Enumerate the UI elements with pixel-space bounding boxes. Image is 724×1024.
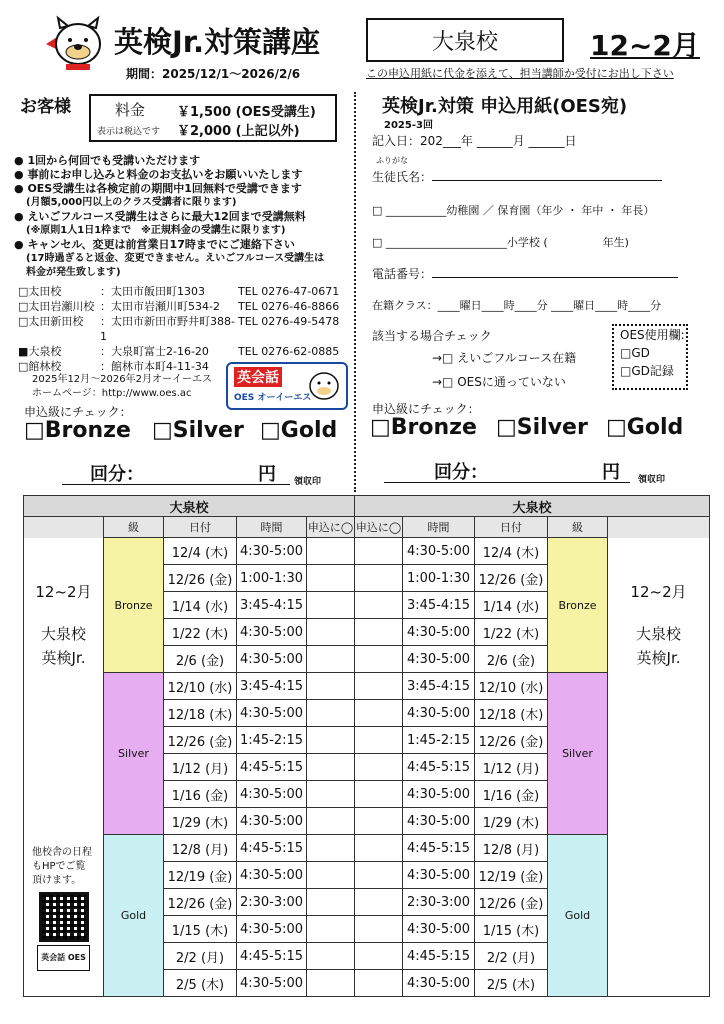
oes-use-label: OES使用欄: — [620, 328, 685, 342]
time-cell: 1:45-2:15 — [403, 727, 475, 754]
left-payment-line — [62, 462, 290, 485]
check-not-oes[interactable]: →□ OESに通っていない — [432, 375, 566, 389]
cut-line — [354, 92, 356, 492]
side-school-right: 大泉校 — [636, 624, 682, 643]
phone-label: 電話番号： — [372, 267, 433, 281]
student-name-field[interactable] — [432, 180, 662, 181]
grade-cell-left: Gold — [104, 835, 164, 997]
school-row: □太田岩瀬川校 ：太田市岩瀬川町534-2 TEL 0276-46-8866 — [18, 300, 340, 313]
time-cell: 3:45-4:15 — [237, 673, 307, 700]
time-cell: 1:00-1:30 — [237, 565, 307, 592]
date-cell: 1/14 (水) — [164, 592, 237, 619]
time-cell: 4:30-5:00 — [237, 916, 307, 943]
school-row: □太田新田校 ：太田市新田市野井町388-1 TEL 0276-49-5478 — [18, 315, 340, 343]
time-cell: 4:45-5:15 — [403, 835, 475, 862]
apply-cell-right[interactable] — [355, 889, 403, 916]
date-cell: 12/8 (月) — [164, 835, 237, 862]
date-cell: 12/8 (月) — [475, 835, 548, 862]
time-cell: 4:30-5:00 — [237, 808, 307, 835]
date-cell: 12/18 (木) — [164, 700, 237, 727]
footer-period: 2025年12月〜2026年2月オーイーエス — [32, 374, 212, 385]
apply-cell-left[interactable] — [307, 781, 355, 808]
oes-logo-sub: OES オーイーエス — [234, 393, 312, 403]
info-bullets — [14, 154, 350, 280]
apply-cell-right[interactable] — [355, 538, 403, 565]
date-cell: 2/2 (月) — [475, 943, 548, 970]
bullet-5: ● キャンセル、変更は前営業日17時までにご連絡下さい — [14, 238, 295, 251]
customer-label: お客様 — [20, 97, 71, 117]
date-cell: 2/5 (木) — [475, 970, 548, 997]
time-cell: 1:00-1:30 — [403, 565, 475, 592]
left-check-label: 申込級にチェック： — [24, 405, 132, 419]
date-line[interactable]: 記入日：202___年 ______月 ______日 — [372, 134, 577, 148]
apply-cell-left[interactable] — [307, 835, 355, 862]
date-cell: 1/12 (月) — [475, 754, 548, 781]
date-cell: 12/26 (金) — [164, 889, 237, 916]
left-grade-silver[interactable]: □Silver — [152, 418, 244, 443]
right-grade-silver[interactable]: □Silver — [496, 415, 588, 440]
date-cell: 2/6 (金) — [475, 646, 548, 673]
form-round: 2025-3回 — [384, 120, 433, 131]
time-cell: 4:30-5:00 — [403, 808, 475, 835]
schedule-table — [23, 495, 710, 997]
qr-label: 英会話 OES — [37, 945, 90, 971]
apply-cell-right[interactable] — [355, 943, 403, 970]
apply-cell-left[interactable] — [307, 592, 355, 619]
qr-code-icon[interactable] — [39, 892, 89, 942]
date-cell: 1/29 (木) — [164, 808, 237, 835]
col-apply-left: 申込に◯ — [307, 517, 355, 538]
date-cell: 1/22 (木) — [475, 619, 548, 646]
time-cell: 4:45-5:15 — [237, 754, 307, 781]
date-cell: 2/6 (金) — [164, 646, 237, 673]
col-grade-right: 級 — [548, 517, 608, 538]
page-title: 英検Jr.対策講座 — [114, 25, 320, 59]
side-note: 他校舎の日程もHPでご覧頂けます。 — [32, 846, 92, 886]
period: 期間：2025/12/1〜2026/2/6 — [126, 67, 301, 81]
table-row — [24, 673, 710, 700]
apply-cell-right[interactable] — [355, 835, 403, 862]
apply-cell-right[interactable] — [355, 592, 403, 619]
fee-tax: 表示は税込です — [97, 127, 161, 137]
apply-cell-right[interactable] — [355, 862, 403, 889]
footer-url: ホームページ：http://www.oes.ac — [32, 388, 192, 399]
date-cell: 12/4 (木) — [164, 538, 237, 565]
right-yen: 円 — [602, 462, 620, 483]
apply-cell-right[interactable] — [355, 727, 403, 754]
table-school-right: 大泉校 — [355, 496, 710, 517]
grade-cell-left: Silver — [104, 673, 164, 835]
apply-cell-right[interactable] — [355, 916, 403, 943]
apply-cell-left[interactable] — [307, 970, 355, 997]
class-line[interactable]: 在籍クラス：____曜日____時____分 ____曜日____時____分 — [372, 299, 662, 312]
bullet-5-note2: 料金が発生致します) — [26, 267, 121, 278]
apply-cell-left[interactable] — [307, 862, 355, 889]
table-school-left: 大泉校 — [24, 496, 355, 517]
right-grade-bronze[interactable]: □Bronze — [370, 415, 477, 440]
col-time-left: 時間 — [237, 517, 307, 538]
date-cell: 2/2 (月) — [164, 943, 237, 970]
apply-cell-right[interactable] — [355, 970, 403, 997]
gd-record-check[interactable]: □GD記録 — [620, 364, 674, 378]
date-cell: 12/26 (金) — [475, 889, 548, 916]
time-cell: 4:30-5:00 — [237, 862, 307, 889]
phone-field[interactable] — [432, 277, 678, 278]
time-cell: 2:30-3:00 — [403, 889, 475, 916]
side-eiken-right: 英検Jr. — [636, 648, 681, 667]
side-eiken-left: 英検Jr. — [41, 648, 86, 667]
fee-box — [89, 94, 337, 142]
apply-cell-left[interactable] — [307, 754, 355, 781]
time-cell: 3:45-4:15 — [237, 592, 307, 619]
date-cell: 12/10 (水) — [164, 673, 237, 700]
submit-note: この申込用紙に代金を添えて、担当講師か受付にお出し下さい — [366, 67, 674, 80]
date-cell: 1/29 (木) — [475, 808, 548, 835]
apply-cell-right[interactable] — [355, 700, 403, 727]
school-box-text: 大泉校 — [431, 29, 498, 55]
date-cell: 12/26 (金) — [164, 727, 237, 754]
time-cell: 4:45-5:15 — [237, 835, 307, 862]
apply-cell-right[interactable] — [355, 754, 403, 781]
date-cell: 1/15 (木) — [164, 916, 237, 943]
fee-oes: ￥1,500 (OES受講生) — [177, 105, 316, 120]
date-cell: 1/14 (水) — [475, 592, 548, 619]
time-cell: 4:30-5:00 — [403, 781, 475, 808]
time-cell: 4:30-5:00 — [403, 538, 475, 565]
school-row: ■大泉校 ：大泉町富士2-16-20 TEL 0276-62-0885 — [18, 345, 340, 358]
date-cell: 2/5 (木) — [164, 970, 237, 997]
apply-cell-left[interactable] — [307, 700, 355, 727]
side-label-right — [608, 538, 710, 997]
apply-cell-right[interactable] — [355, 673, 403, 700]
bullet-3: ● OES受講生は各検定前の期間中1回無料で受講できます — [14, 182, 302, 195]
bullet-5-note: (17時過ぎると返金、変更できません。えいごフルコース受講生は — [26, 253, 325, 264]
furigana: ふりがな — [376, 156, 408, 165]
col-apply-right: 申込に◯ — [355, 517, 403, 538]
gd-check[interactable]: □GD — [620, 346, 650, 360]
col-date-left: 日付 — [164, 517, 237, 538]
apply-cell-left[interactable] — [307, 619, 355, 646]
apply-cell-left[interactable] — [307, 646, 355, 673]
time-cell: 2:30-3:00 — [237, 889, 307, 916]
date-cell: 12/26 (金) — [164, 565, 237, 592]
grade-cell-left: Bronze — [104, 538, 164, 673]
bullet-1: ● 1回から何回でも受講いただけます — [14, 154, 201, 167]
school-list — [18, 284, 354, 374]
table-row — [24, 835, 710, 862]
side-months-right: 12~2月 — [630, 582, 687, 601]
col-grade-left: 級 — [104, 517, 164, 538]
student-name-label: 生徒氏名： — [372, 170, 433, 184]
bullet-2: ● 事前にお申し込みと料金のお支払いをお願いいたします — [14, 168, 303, 181]
fee-other: ￥2,000 (上記以外) — [177, 124, 300, 139]
right-check-label: 申込級にチェック： — [372, 402, 480, 416]
date-cell: 12/18 (木) — [475, 700, 548, 727]
time-cell: 3:45-4:15 — [403, 673, 475, 700]
side-months-left: 12~2月 — [35, 582, 92, 601]
check-title: 該当する場合チェック — [372, 329, 492, 343]
left-yen: 円 — [258, 464, 276, 485]
bullet-3-note: (月額5,000円以上のクラス受講者に限ります) — [26, 197, 237, 208]
date-cell: 1/12 (月) — [164, 754, 237, 781]
oes-use-box — [612, 324, 688, 390]
kindergarten-line[interactable]: □ ___________幼稚園 ／ 保育園（年少 ・ 年中 ・ 年長） — [372, 204, 655, 217]
apply-cell-left[interactable] — [307, 565, 355, 592]
side-school-left: 大泉校 — [40, 624, 86, 643]
apply-cell-right[interactable] — [355, 619, 403, 646]
date-cell: 12/26 (金) — [475, 727, 548, 754]
table-row — [24, 538, 710, 565]
apply-cell-left[interactable] — [307, 808, 355, 835]
right-grade-gold[interactable]: □Gold — [606, 415, 684, 440]
date-cell: 1/15 (木) — [475, 916, 548, 943]
time-cell: 4:30-5:00 — [237, 700, 307, 727]
time-cell: 4:30-5:00 — [237, 970, 307, 997]
date-cell: 1/16 (金) — [475, 781, 548, 808]
date-cell: 1/22 (木) — [164, 619, 237, 646]
time-cell: 4:30-5:00 — [403, 700, 475, 727]
elementary-line[interactable]: □ ______________________小学校 ( 年生) — [372, 236, 629, 249]
apply-cell-left[interactable] — [307, 916, 355, 943]
date-cell: 1/16 (金) — [164, 781, 237, 808]
date-cell: 12/10 (水) — [475, 673, 548, 700]
apply-cell-right[interactable] — [355, 808, 403, 835]
time-cell: 4:45-5:15 — [403, 943, 475, 970]
apply-cell-left[interactable] — [307, 727, 355, 754]
right-receipt: 領収印 — [638, 475, 666, 485]
right-count-label: 回分： — [434, 462, 488, 483]
time-cell: 4:30-5:00 — [237, 781, 307, 808]
table-header-cols — [24, 517, 710, 538]
school-row: □館林校 ：館林市本町4-11-34 — [18, 360, 209, 373]
date-cell: 12/4 (木) — [475, 538, 548, 565]
apply-cell-right[interactable] — [355, 781, 403, 808]
time-cell: 4:30-5:00 — [237, 646, 307, 673]
date-cell: 12/19 (金) — [475, 862, 548, 889]
fee-label: 料金 — [115, 101, 146, 119]
apply-cell-left[interactable] — [307, 943, 355, 970]
date-cell: 12/26 (金) — [475, 565, 548, 592]
left-grade-gold[interactable]: □Gold — [260, 418, 338, 443]
oes-logo — [226, 362, 348, 410]
apply-cell-left[interactable] — [307, 889, 355, 916]
school-row: □太田校 ：太田市飯田町1303 TEL 0276-47-0671 — [18, 285, 340, 298]
bullet-4: ● えいごフルコース受講生はさらに最大12回まで受講無料 — [14, 210, 306, 223]
apply-cell-left[interactable] — [307, 673, 355, 700]
form-title: 英検Jr.対策 申込用紙(OES宛) — [382, 96, 628, 117]
table-header-school — [24, 496, 710, 517]
months: 12~2月 — [590, 29, 700, 62]
time-cell: 4:30-5:00 — [403, 862, 475, 889]
left-receipt: 領収印 — [294, 477, 322, 487]
time-cell: 4:30-5:00 — [403, 916, 475, 943]
time-cell: 4:30-5:00 — [403, 646, 475, 673]
col-date-right: 日付 — [475, 517, 548, 538]
check-fullcourse[interactable]: →□ えいごフルコース在籍 — [432, 351, 577, 365]
time-cell: 3:45-4:15 — [403, 592, 475, 619]
time-cell: 1:45-2:15 — [237, 727, 307, 754]
oes-logo-text: 英会話 — [234, 367, 282, 387]
side-label-left — [24, 538, 104, 997]
time-cell: 4:30-5:00 — [237, 538, 307, 565]
date-cell: 12/19 (金) — [164, 862, 237, 889]
apply-cell-right[interactable] — [355, 565, 403, 592]
mascot-logo — [40, 14, 106, 74]
bullet-4-note: (※原則1人1日1枠まで ※正規料金の受講生に限ります) — [26, 225, 286, 236]
grade-cell-right: Silver — [548, 673, 608, 835]
school-box — [366, 18, 564, 62]
apply-cell-left[interactable] — [307, 538, 355, 565]
time-cell: 4:30-5:00 — [403, 619, 475, 646]
time-cell: 4:30-5:00 — [237, 619, 307, 646]
col-time-right: 時間 — [403, 517, 475, 538]
left-count-label: 回分： — [90, 464, 144, 485]
time-cell: 4:30-5:00 — [403, 970, 475, 997]
left-grade-bronze[interactable]: □Bronze — [24, 418, 131, 443]
right-payment-line — [384, 460, 630, 483]
bulldog-icon — [306, 368, 342, 402]
apply-cell-right[interactable] — [355, 646, 403, 673]
grade-cell-right: Bronze — [548, 538, 608, 673]
grade-cell-right: Gold — [548, 835, 608, 997]
time-cell: 4:45-5:15 — [237, 943, 307, 970]
time-cell: 4:45-5:15 — [403, 754, 475, 781]
